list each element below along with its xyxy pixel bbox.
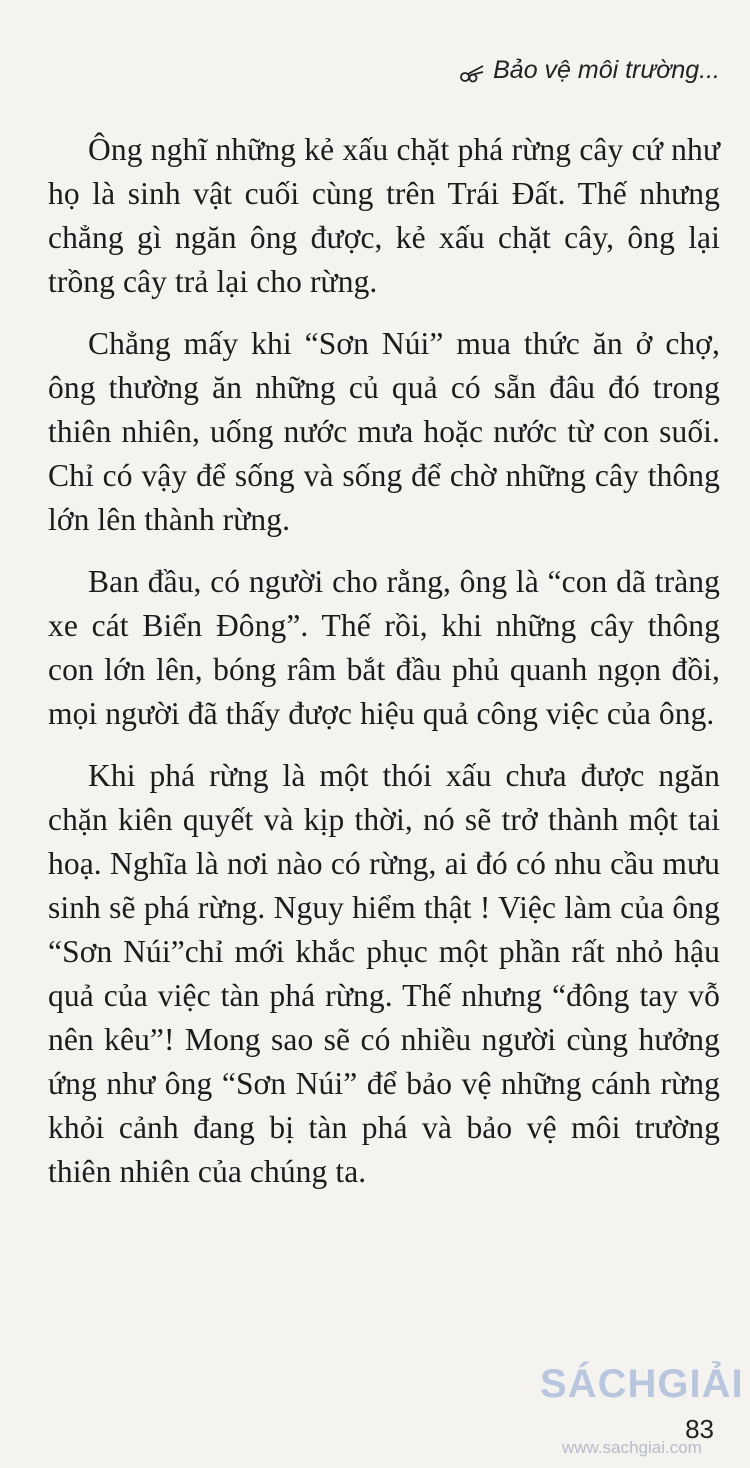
paragraph: Ông nghĩ những kẻ xấu chặt phá rừng cây cứ như họ là sinh vật cuối cùng trên Trái Đất. Thế nhưng chẳng gì ngăn ông được, kẻ xấu chặt cây, ông lại trồng cây trả lại cho rừng. (48, 132, 720, 299)
body-text (48, 128, 720, 1212)
paragraph: Khi phá rừng là một thói xấu chưa được ngăn chặn kiên quyết và kịp thời, nó sẽ trở thành một tai hoạ. Nghĩa là nơi nào có rừng, ai đó có nhu cầu mưu sinh sẽ phá rừng. Nguy hiểm thật ! Việc làm của ông “Sơn Núi”chỉ mới khắc phục một phần rất nhỏ hậu quả của việc tàn phá rừng. Thế nhưng “đông tay vỗ nên kêu”! Mong sao sẽ có nhiều người cùng hưởng ứng như ông “Sơn Núi” để bảo vệ những cánh rừng khỏi cảnh đang bị tàn phá và bảo vệ môi trường thiên nhiên của chúng ta. (48, 758, 720, 1189)
scissors-icon (459, 61, 485, 81)
page-number: 83 (685, 1414, 714, 1444)
paragraph: Ban đầu, có người cho rằng, ông là “con dã tràng xe cát Biển Đông”. Thế rồi, khi những cây thông con lớn lên, bóng râm bắt đầu phủ quanh ngọn đồi, mọi người đã thấy được hiệu quả công việc của ông. (48, 564, 720, 731)
running-title: Bảo vệ môi trường... (493, 56, 720, 84)
watermark-url: www.sachgiai.com (562, 1438, 702, 1457)
paragraph: Chẳng mấy khi “Sơn Núi” mua thức ăn ở chợ, ông thường ăn những củ quả có sẵn đâu đó trong thiên nhiên, uống nước mưa hoặc nước từ con suối. Chỉ có vậy để sống và sống để chờ những cây thông lớn lên thành rừng. (48, 326, 720, 537)
running-header (459, 56, 720, 85)
watermark-logo: SÁCHGIẢI (540, 1362, 744, 1406)
watermark (540, 1362, 744, 1462)
